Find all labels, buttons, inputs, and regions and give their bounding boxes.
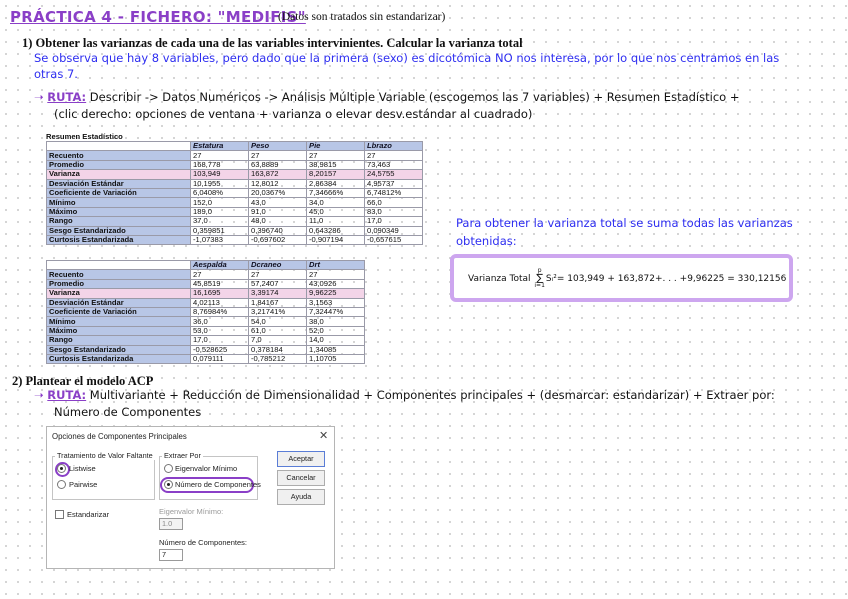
table-cell: 43,0 — [249, 198, 307, 207]
ruta2-line2: Número de Componentes — [54, 405, 202, 419]
missing-value-group-label: Tratamiento de Valor Faltante — [57, 451, 153, 460]
ruta2-text: Multivariante + Reducción de Dimensionalidad + Componentes principales + (desmarcar: estandarizar) + Extraer por: — [86, 388, 775, 402]
table-cell: 168,778 — [191, 160, 249, 169]
sum-symbol-icon: p ∑ i=1 — [534, 267, 545, 289]
table-cell: 27 — [365, 151, 423, 160]
table-cell: 189,0 — [191, 207, 249, 216]
table-cell: 103,949 — [191, 170, 249, 179]
table-cell: 2,86384 — [307, 179, 365, 188]
table-cell: 38,0 — [307, 317, 365, 326]
table-cell: 6,74812% — [365, 188, 423, 197]
num-components-radio[interactable] — [164, 480, 173, 489]
table-cell: 152,0 — [191, 198, 249, 207]
section1-heading: 1) Obtener las varianzas de cada una de las variables intervinientes. Calcular la varianza total — [22, 36, 523, 50]
table-cell: 10,1955 — [191, 179, 249, 188]
table-row — [47, 179, 423, 188]
table-row — [47, 354, 365, 363]
table-cell: 14,0 — [307, 336, 365, 345]
table-cell: 37,0 — [191, 217, 249, 226]
sum-upper: p — [537, 267, 542, 274]
row-label: Mínimo — [47, 317, 191, 326]
variance-total-formula — [468, 268, 786, 289]
table-cell: 66,0 — [365, 198, 423, 207]
sum-lower: i=1 — [534, 282, 545, 289]
header-corner-cell — [47, 261, 191, 270]
table-cell: 43,0926 — [307, 279, 365, 288]
table-cell: 52,0 — [307, 326, 365, 335]
table-cell: 45,0 — [307, 207, 365, 216]
row-label: Desviación Estándar — [47, 179, 191, 188]
arrow-right-icon: ➝ — [34, 388, 44, 402]
table-cell: -1,07383 — [191, 235, 249, 244]
table-cell: 91,0 — [249, 207, 307, 216]
table-cell: 0,378184 — [249, 345, 307, 354]
column-header: Aespalda — [191, 261, 249, 270]
table-cell: 8,76984% — [191, 307, 249, 316]
row-label: Rango — [47, 336, 191, 345]
table-cell: 3,21741% — [249, 307, 307, 316]
table-cell: 4,02113 — [191, 298, 249, 307]
table-cell: -0,657615 — [365, 235, 423, 244]
table-cell: 11,0 — [307, 217, 365, 226]
table-cell: 54,0 — [249, 317, 307, 326]
ruta1-label: RUTA: — [47, 90, 87, 104]
table-header-row — [47, 142, 423, 151]
table-cell: 27 — [249, 270, 307, 279]
row-label: Rango — [47, 217, 191, 226]
table-row — [47, 336, 365, 345]
standardize-label: Estandarizar — [67, 510, 110, 519]
table-row — [47, 217, 423, 226]
table-cell: 7,34666% — [307, 188, 365, 197]
row-label: Sesgo Estandarizado — [47, 345, 191, 354]
row-label: Coeficiente de Variación — [47, 307, 191, 316]
row-label: Promedio — [47, 160, 191, 169]
table-cell: 20,0367% — [249, 188, 307, 197]
page-title: PRÁCTICA 4 - FICHERO: "MEDIFIS" — [10, 8, 306, 26]
table-cell: 27 — [307, 270, 365, 279]
row-label: Varianza — [47, 289, 191, 298]
table-cell: 8,20157 — [307, 170, 365, 179]
listwise-label: Listwise — [69, 464, 96, 473]
table-cell: -0,907194 — [307, 235, 365, 244]
row-label: Máximo — [47, 207, 191, 216]
table-cell: 1,84167 — [249, 298, 307, 307]
table-cell: 27 — [191, 151, 249, 160]
row-label: Sesgo Estandarizado — [47, 226, 191, 235]
table-cell: 83,0 — [365, 207, 423, 216]
eigen-min-field-label: Eigenvalor Mínimo: — [159, 507, 224, 516]
table-cell: 0,079111 — [191, 354, 249, 363]
table-cell: 16,1695 — [191, 289, 249, 298]
title-note: (Datos son tratados sin estandarizar) — [278, 11, 446, 23]
table-cell: 34,0 — [307, 198, 365, 207]
num-components-field-label: Número de Componentes: — [159, 538, 247, 547]
table-row — [47, 289, 365, 298]
row-label: Máximo — [47, 326, 191, 335]
ruta2-label: RUTA: — [47, 388, 87, 402]
table-row — [47, 307, 365, 316]
table-cell: 38,9815 — [307, 160, 365, 169]
row-label: Mínimo — [47, 198, 191, 207]
table-cell: 1,34085 — [307, 345, 365, 354]
ruta2-line1 — [34, 388, 775, 402]
column-header: Lbrazo — [365, 142, 423, 151]
table1-caption: Resumen Estadístico — [46, 132, 123, 141]
ruta1-text: Describir -> Datos Numéricos -> Análisis Múltiple Variable (escogemos las 7 variables) + Resumen Estadístico + — [86, 90, 740, 104]
table-cell: 61,0 — [249, 326, 307, 335]
row-label: Coeficiente de Variación — [47, 188, 191, 197]
accept-button[interactable]: Aceptar — [277, 451, 325, 467]
table-cell: 12,8012 — [249, 179, 307, 188]
table-row — [47, 226, 423, 235]
table-cell: 7,0 — [249, 336, 307, 345]
dialog-title: Opciones de Componentes Principales — [52, 432, 187, 441]
row-label: Promedio — [47, 279, 191, 288]
cancel-button[interactable]: Cancelar — [277, 470, 325, 486]
table-row — [47, 345, 365, 354]
pca-options-dialog — [46, 426, 335, 569]
row-label: Varianza — [47, 170, 191, 179]
table-cell: 4,95737 — [365, 179, 423, 188]
table-cell: 9,96225 — [307, 289, 365, 298]
table-row — [47, 188, 423, 197]
table-row — [47, 326, 365, 335]
section2-heading: 2) Plantear el modelo ACP — [12, 374, 154, 388]
table-cell: -0,697602 — [249, 235, 307, 244]
table-cell: 0,396740 — [249, 226, 307, 235]
table-cell: 45,8519 — [191, 279, 249, 288]
pairwise-label: Pairwise — [69, 480, 98, 489]
table-cell: 17,0 — [191, 336, 249, 345]
column-header: Dcraneo — [249, 261, 307, 270]
table-row — [47, 235, 423, 244]
table-row — [47, 279, 365, 288]
header-corner-cell — [47, 142, 191, 151]
table-cell: -0,785212 — [249, 354, 307, 363]
table-row — [47, 198, 423, 207]
table-cell: 3,39174 — [249, 289, 307, 298]
row-label: Desviación Estándar — [47, 298, 191, 307]
table-cell: 53,0 — [191, 326, 249, 335]
observation-line1: Se observa que hay 8 variables, pero dado que la primera (sexo) es dicotómica NO nos interesa, por lo que nos centramos en las — [34, 51, 780, 65]
eigen-min-radio[interactable] — [164, 464, 173, 473]
column-header: Pie — [307, 142, 365, 151]
table-cell: 7,32447% — [307, 307, 365, 316]
variance-total-note: Para obtener la varianza total se suma todas las varianzas obtenidas: — [456, 216, 793, 248]
row-label: Curtosis Estandarizada — [47, 354, 191, 363]
column-header: Drt — [307, 261, 365, 270]
column-header: Peso — [249, 142, 307, 151]
stats-table-2 — [46, 260, 365, 364]
row-label: Recuento — [47, 270, 191, 279]
table-row — [47, 317, 365, 326]
num-components-radio-label: Número de Componentes — [175, 480, 261, 489]
missing-value-group — [52, 456, 155, 500]
table-cell: -0,528625 — [191, 345, 249, 354]
table-cell: 3,1563 — [307, 298, 365, 307]
table-cell: 0,090349 — [365, 226, 423, 235]
help-button[interactable]: Ayuda — [277, 489, 325, 505]
close-icon[interactable]: ✕ — [319, 430, 329, 442]
table-cell: 63,8889 — [249, 160, 307, 169]
table-row — [47, 270, 365, 279]
standardize-checkbox[interactable] — [55, 510, 64, 519]
table-cell: 24,5755 — [365, 170, 423, 179]
num-components-input[interactable]: 7 — [159, 549, 183, 561]
table-cell: 27 — [307, 151, 365, 160]
pairwise-radio[interactable] — [57, 480, 66, 489]
table-header-row — [47, 261, 365, 270]
table-cell: 36,0 — [191, 317, 249, 326]
table-cell: 27 — [191, 270, 249, 279]
column-header: Estatura — [191, 142, 249, 151]
ruta1-line1 — [34, 90, 739, 104]
table-cell: 6,0408% — [191, 188, 249, 197]
table-row — [47, 160, 423, 169]
table-row — [47, 151, 423, 160]
table-cell: 48,0 — [249, 217, 307, 226]
formula-label: Varianza Total — [468, 274, 531, 284]
formula-term: Sᵢ² — [545, 274, 557, 284]
table-row — [47, 170, 423, 179]
table-cell: 1,10705 — [307, 354, 365, 363]
formula-value: = 103,949 + 163,872+. . . +9,96225 = 330,12156 — [556, 274, 787, 284]
eigen-min-label: Eigenvalor Mínimo — [175, 464, 238, 473]
table-cell: 163,872 — [249, 170, 307, 179]
row-label: Curtosis Estandarizada — [47, 235, 191, 244]
table-row — [47, 207, 423, 216]
table-row — [47, 298, 365, 307]
table-cell: 27 — [249, 151, 307, 160]
table-cell: 0,359851 — [191, 226, 249, 235]
listwise-radio[interactable] — [57, 464, 66, 473]
extract-group-label: Extraer Por — [164, 451, 201, 460]
table-cell: 57,2407 — [249, 279, 307, 288]
arrow-right-icon: ➝ — [34, 90, 44, 104]
table-cell: 0,643286 — [307, 226, 365, 235]
table-cell: 73,463 — [365, 160, 423, 169]
row-label: Recuento — [47, 151, 191, 160]
ruta1-line2: (clic derecho: opciones de ventana + varianza o elevar desv.estándar al cuadrado) — [54, 107, 533, 121]
table-cell: 17,0 — [365, 217, 423, 226]
stats-table-1 — [46, 141, 423, 245]
eigen-min-input[interactable]: 1.0 — [159, 518, 183, 530]
observation-line2: otras 7. — [34, 67, 78, 81]
